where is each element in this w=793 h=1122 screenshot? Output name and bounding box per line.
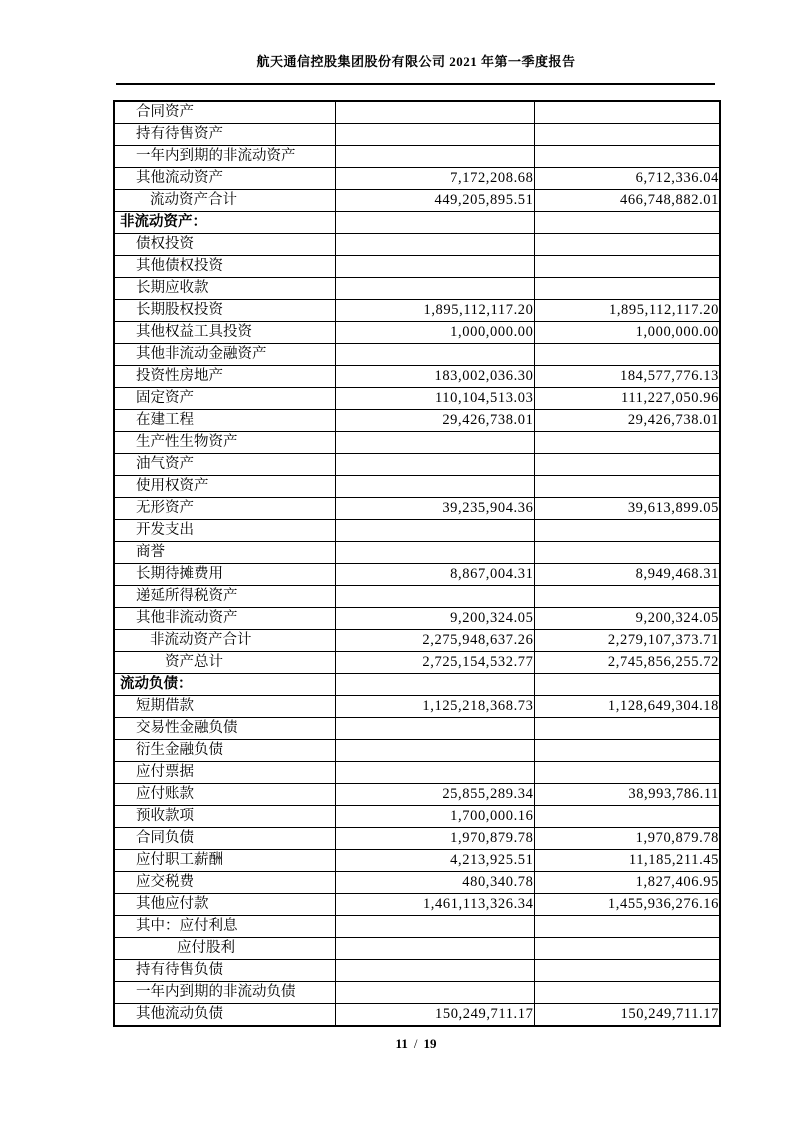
value-prior-cell [534,740,720,762]
value-prior: 111,227,050.96 [621,390,719,406]
value-current: 8,867,004.31 [450,566,534,582]
table-row [114,850,720,872]
value-current: 2,275,948,637.26 [422,632,534,648]
value-prior: 8,949,468.31 [635,566,719,582]
item-label: 资产总计 [165,654,223,670]
value-prior: 150,249,711.17 [620,1006,719,1022]
value-current-cell [335,454,534,476]
item-label: 其他非流动资产 [136,610,238,626]
header-rule [116,83,715,85]
item-label-cell [114,168,335,190]
table-row [114,894,720,916]
value-prior-cell [534,542,720,564]
value-current-cell [335,696,534,718]
value-current: 1,970,879.78 [450,830,534,846]
value-current-cell [335,190,534,212]
item-label-cell [114,850,335,872]
item-label: 合同资产 [136,104,194,120]
report-page [113,0,719,1122]
item-label-cell [114,872,335,894]
value-current: 150,249,711.17 [435,1006,534,1022]
value-prior-cell [534,586,720,608]
item-label: 长期应收款 [136,280,209,296]
item-label-cell [114,982,335,1004]
value-current-cell [335,740,534,762]
value-prior: 1,895,112,117.20 [608,302,719,318]
item-label: 持有待售资产 [136,126,223,142]
table-row [114,278,720,300]
value-prior-cell [534,300,720,322]
value-current-cell [335,938,534,960]
table-row [114,960,720,982]
table-row [114,916,720,938]
item-label-cell [114,1004,335,1027]
table-row [114,212,720,234]
value-current-cell [335,278,534,300]
value-current-cell [335,872,534,894]
value-current-cell [335,234,534,256]
table-row [114,740,720,762]
report-title: 航天通信控股集团股份有限公司 2021 年第一季度报告 [256,54,576,69]
item-label: 无形资产 [136,500,194,516]
item-label: 应交税费 [136,874,194,890]
value-prior-cell [534,850,720,872]
item-label: 其中：应付利息 [136,918,238,934]
table-row [114,256,720,278]
value-current: 480,340.78 [462,874,534,890]
value-current-cell [335,101,534,124]
item-label-cell [114,454,335,476]
item-label-cell [114,366,335,388]
item-label-cell [114,322,335,344]
item-label: 其他流动负债 [136,1006,223,1022]
item-label-cell [114,300,335,322]
table-row [114,498,720,520]
value-prior-cell [534,101,720,124]
item-label: 非流动资产合计 [150,632,252,648]
value-current-cell [335,322,534,344]
value-current-cell [335,432,534,454]
item-label: 其他债权投资 [136,258,223,274]
item-label-cell [114,894,335,916]
table-row [114,366,720,388]
value-current-cell [335,850,534,872]
value-current: 110,104,513.03 [435,390,534,406]
item-label-cell [114,696,335,718]
table-row [114,718,720,740]
value-current-cell [335,542,534,564]
value-prior-cell [534,168,720,190]
item-label: 其他应付款 [136,896,209,912]
value-prior: 2,745,856,255.72 [607,654,719,670]
table-body [114,101,720,1026]
table-row [114,762,720,784]
value-current-cell [335,410,534,432]
item-label-cell [114,652,335,674]
item-label-cell [114,674,335,696]
page-number-current: 11 [395,1036,408,1051]
value-prior: 1,128,649,304.18 [607,698,719,714]
value-current: 1,700,000.16 [450,808,534,824]
value-current-cell [335,1004,534,1027]
item-label: 长期股权投资 [136,302,223,318]
table-row [114,652,720,674]
value-prior: 1,970,879.78 [635,830,719,846]
item-label: 应付股利 [177,940,235,956]
value-current-cell [335,806,534,828]
table-row [114,828,720,850]
item-label: 短期借款 [136,698,194,714]
value-prior: 39,613,899.05 [627,500,719,516]
value-prior-cell [534,564,720,586]
value-prior-cell [534,718,720,740]
table-row [114,454,720,476]
page-footer [113,1036,719,1052]
value-prior-cell [534,278,720,300]
table-row [114,872,720,894]
item-label: 一年内到期的非流动负债 [136,984,296,1000]
value-prior-cell [534,234,720,256]
value-current-cell [335,586,534,608]
item-label-cell [114,256,335,278]
value-current-cell [335,256,534,278]
item-label-cell [114,190,335,212]
value-current-cell [335,916,534,938]
item-label-cell [114,542,335,564]
item-label: 一年内到期的非流动资产 [136,148,296,164]
value-prior-cell [534,388,720,410]
value-prior-cell [534,366,720,388]
value-current: 4,213,925.51 [450,852,534,868]
table-row [114,476,720,498]
table-row [114,674,720,696]
table-row [114,234,720,256]
table-row [114,806,720,828]
item-label-cell [114,740,335,762]
item-label: 投资性房地产 [136,368,223,384]
item-label: 其他流动资产 [136,170,223,186]
item-label: 应付账款 [136,786,194,802]
table-row [114,784,720,806]
value-current-cell [335,168,534,190]
table-row [114,608,720,630]
value-current-cell [335,762,534,784]
item-label-cell [114,212,335,234]
value-prior-cell [534,674,720,696]
item-label-cell [114,718,335,740]
value-current-cell [335,784,534,806]
value-current-cell [335,520,534,542]
table-row [114,190,720,212]
value-prior-cell [534,454,720,476]
item-label: 应付票据 [136,764,194,780]
item-label: 合同负债 [136,830,194,846]
item-label: 其他权益工具投资 [136,324,252,340]
item-label: 开发支出 [136,522,194,538]
item-label-cell [114,388,335,410]
item-label: 在建工程 [136,412,194,428]
value-prior: 466,748,882.01 [619,192,719,208]
value-prior-cell [534,828,720,850]
value-prior: 1,827,406.95 [635,874,719,890]
item-label: 应付职工薪酬 [136,852,223,868]
value-prior-cell [534,190,720,212]
item-label: 使用权资产 [136,478,209,494]
value-prior-cell [534,410,720,432]
table-row [114,300,720,322]
value-current: 183,002,036.30 [434,368,534,384]
item-label-cell [114,432,335,454]
value-current-cell [335,828,534,850]
value-prior-cell [534,146,720,168]
value-prior-cell [534,784,720,806]
item-label: 交易性金融负债 [136,720,238,736]
value-current-cell [335,388,534,410]
value-prior-cell [534,894,720,916]
item-label-cell [114,278,335,300]
value-prior-cell [534,322,720,344]
page-number-total: 19 [423,1036,437,1051]
value-prior: 6,712,336.04 [635,170,719,186]
table-row [114,101,720,124]
table-row [114,938,720,960]
table-row [114,520,720,542]
item-label-cell [114,586,335,608]
value-current: 1,461,113,326.34 [422,896,534,912]
value-prior-cell [534,982,720,1004]
item-label-cell [114,476,335,498]
item-label-cell [114,146,335,168]
item-label: 流动资产合计 [150,192,237,208]
value-current: 7,172,208.68 [450,170,534,186]
item-label-cell [114,938,335,960]
item-label: 衍生金融负债 [136,742,223,758]
balance-sheet-table [113,100,721,1027]
value-prior-cell [534,212,720,234]
item-label: 预收款项 [136,808,194,824]
item-label: 持有待售负债 [136,962,223,978]
value-prior-cell [534,872,720,894]
item-label-cell [114,608,335,630]
value-prior-cell [534,806,720,828]
value-current-cell [335,300,534,322]
value-prior-cell [534,696,720,718]
value-current-cell [335,476,534,498]
value-current-cell [335,124,534,146]
value-prior-cell [534,124,720,146]
value-prior-cell [534,630,720,652]
item-label-cell [114,564,335,586]
value-current: 1,895,112,117.20 [423,302,534,318]
table-row [114,124,720,146]
value-prior: 29,426,738.01 [627,412,719,428]
value-prior-cell [534,762,720,784]
page-number-separator: / [413,1036,418,1051]
value-current-cell [335,982,534,1004]
value-current: 1,125,218,368.73 [422,698,534,714]
item-label: 长期待摊费用 [136,566,223,582]
value-prior-cell [534,652,720,674]
value-prior-cell [534,938,720,960]
table-row [114,564,720,586]
value-current-cell [335,608,534,630]
value-prior-cell [534,256,720,278]
item-label-cell [114,784,335,806]
value-current-cell [335,718,534,740]
table-row [114,630,720,652]
value-prior-cell [534,476,720,498]
item-label-cell [114,498,335,520]
value-current: 25,855,289.34 [442,786,534,802]
item-label: 流动负债： [120,676,193,692]
value-prior-cell [534,432,720,454]
value-current: 1,000,000.00 [450,324,534,340]
table-row [114,696,720,718]
value-prior: 2,279,107,373.71 [607,632,719,648]
value-current-cell [335,212,534,234]
value-prior: 1,455,936,276.16 [607,896,719,912]
item-label-cell [114,101,335,124]
table-row [114,1004,720,1027]
item-label-cell [114,630,335,652]
value-current: 39,235,904.36 [442,500,534,516]
item-label-cell [114,916,335,938]
value-current-cell [335,498,534,520]
item-label-cell [114,344,335,366]
table-row [114,146,720,168]
value-prior-cell [534,344,720,366]
value-prior-cell [534,916,720,938]
value-current-cell [335,960,534,982]
table-row [114,586,720,608]
value-current-cell [335,652,534,674]
item-label: 非流动资产： [120,214,207,230]
table-row [114,168,720,190]
table-row [114,542,720,564]
value-prior-cell [534,960,720,982]
table-row [114,322,720,344]
value-prior: 11,185,211.45 [628,852,719,868]
value-prior-cell [534,1004,720,1027]
value-current-cell [335,674,534,696]
item-label-cell [114,960,335,982]
item-label: 债权投资 [136,236,194,252]
item-label-cell [114,806,335,828]
value-current: 449,205,895.51 [434,192,534,208]
item-label-cell [114,828,335,850]
item-label-cell [114,762,335,784]
table-row [114,388,720,410]
value-current: 9,200,324.05 [450,610,534,626]
item-label: 递延所得税资产 [136,588,238,604]
value-current-cell [335,894,534,916]
item-label: 商誉 [136,544,165,560]
table-row [114,982,720,1004]
item-label-cell [114,124,335,146]
item-label: 固定资产 [136,390,194,406]
value-prior: 9,200,324.05 [635,610,719,626]
value-current-cell [335,146,534,168]
item-label: 生产性生物资产 [136,434,238,450]
value-current-cell [335,366,534,388]
value-current: 2,725,154,532.77 [422,654,534,670]
value-prior-cell [534,498,720,520]
item-label: 其他非流动金融资产 [136,346,267,362]
item-label: 油气资产 [136,456,194,472]
item-label-cell [114,410,335,432]
table-row [114,344,720,366]
table-row [114,432,720,454]
value-prior: 1,000,000.00 [635,324,719,340]
item-label-cell [114,234,335,256]
value-current-cell [335,564,534,586]
value-prior-cell [534,520,720,542]
value-prior: 184,577,776.13 [619,368,719,384]
value-current: 29,426,738.01 [442,412,534,428]
value-prior-cell [534,608,720,630]
value-current-cell [335,630,534,652]
value-current-cell [335,344,534,366]
item-label-cell [114,520,335,542]
table-row [114,410,720,432]
value-prior: 38,993,786.11 [628,786,719,802]
